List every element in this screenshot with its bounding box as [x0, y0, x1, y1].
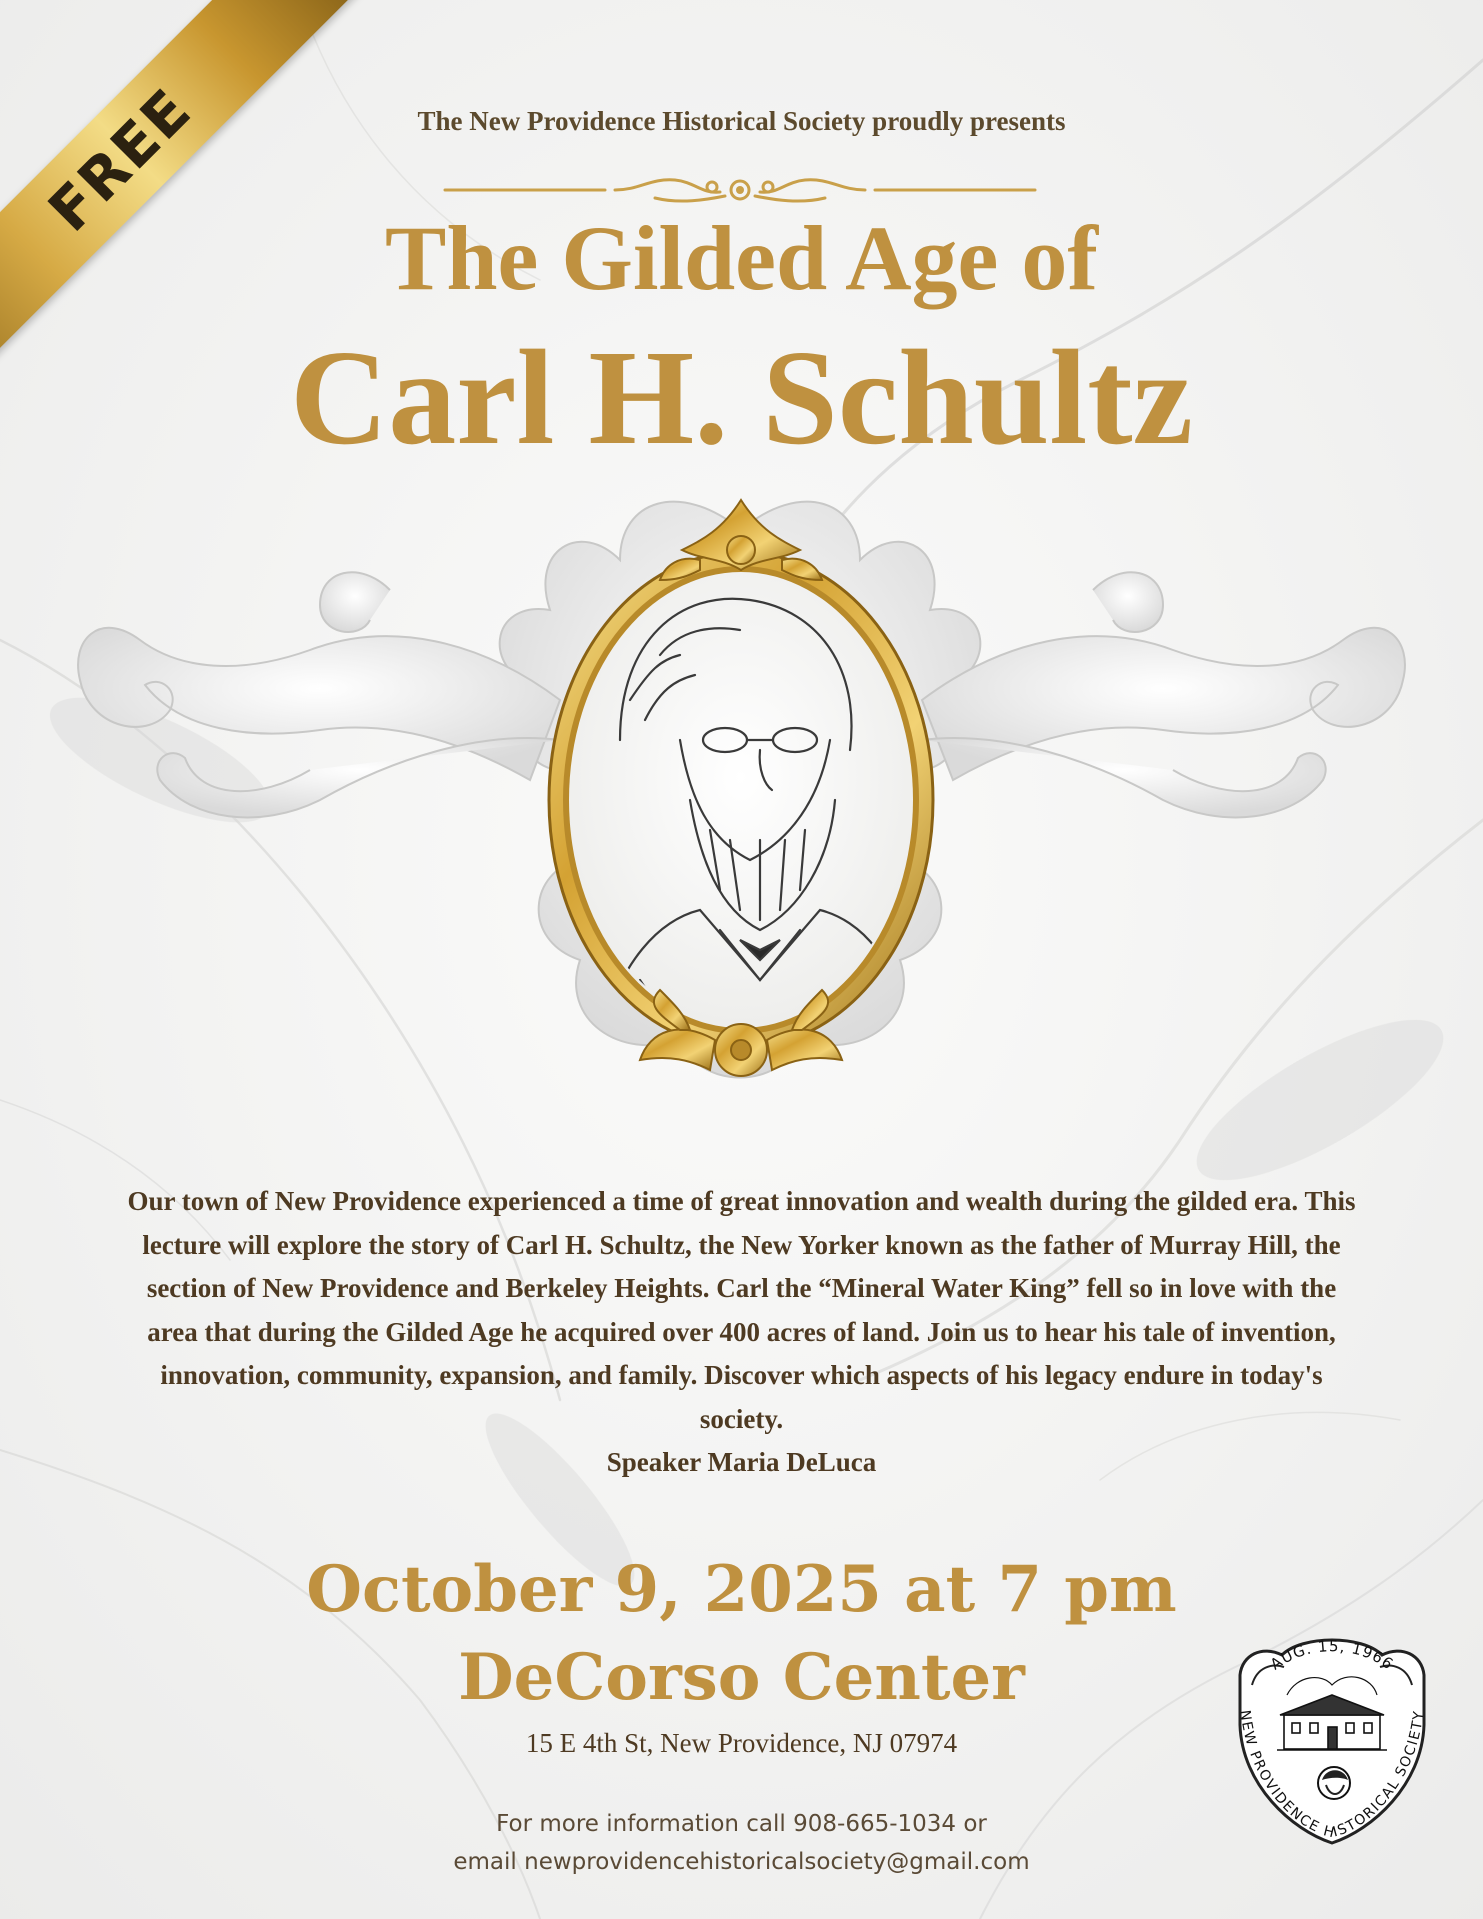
event-address: 15 E 4th St, New Providence, NJ 07974 [525, 1728, 958, 1758]
contact-phone-line: For more information call 908-665-1034 or [496, 1811, 987, 1837]
presenter-line: The New Providence Historical Society proudly presents [417, 106, 1066, 136]
seal-name: NEW PROVIDENCE HISTORICAL SOCIETY [1236, 1709, 1428, 1842]
seal-date: AUG. 15, 1966 [1266, 1637, 1398, 1674]
title-line-1: The Gilded Age of [384, 207, 1099, 309]
description-paragraph: Our town of New Providence experienced a time of great innovation and wealth during the gilded era. This lecture will explore the story of Carl H. Schultz, the New Yorker known as the father of Murray Hill, the section of New Providence and Berkeley Heights. Carl the “Mineral Water King” fell so in love with the area that during the Gilded Age he acquired over 400 acres of land. Join us to hear his tale of invention, innovation, community, expansion, and family. Discover which aspects of his legacy endure in today's society. [127, 1186, 1356, 1434]
title-line-2: Carl H. Schultz [290, 323, 1193, 473]
portrait-ornament [60, 440, 1423, 1140]
event-description [120, 1180, 1363, 1485]
speaker-line: Speaker Maria DeLuca [606, 1447, 877, 1477]
minuteman-icon [1318, 1767, 1350, 1799]
historical-society-seal [1222, 1615, 1442, 1845]
free-label: FREE [35, 75, 205, 245]
event-date-time: October 9, 2025 at 7 pm [306, 1552, 1177, 1627]
flourish-divider [440, 170, 1040, 210]
contact-email-line: email newprovidencehistoricalsociety@gmail.com [453, 1849, 1030, 1875]
event-venue: DeCorso Center [458, 1640, 1025, 1715]
